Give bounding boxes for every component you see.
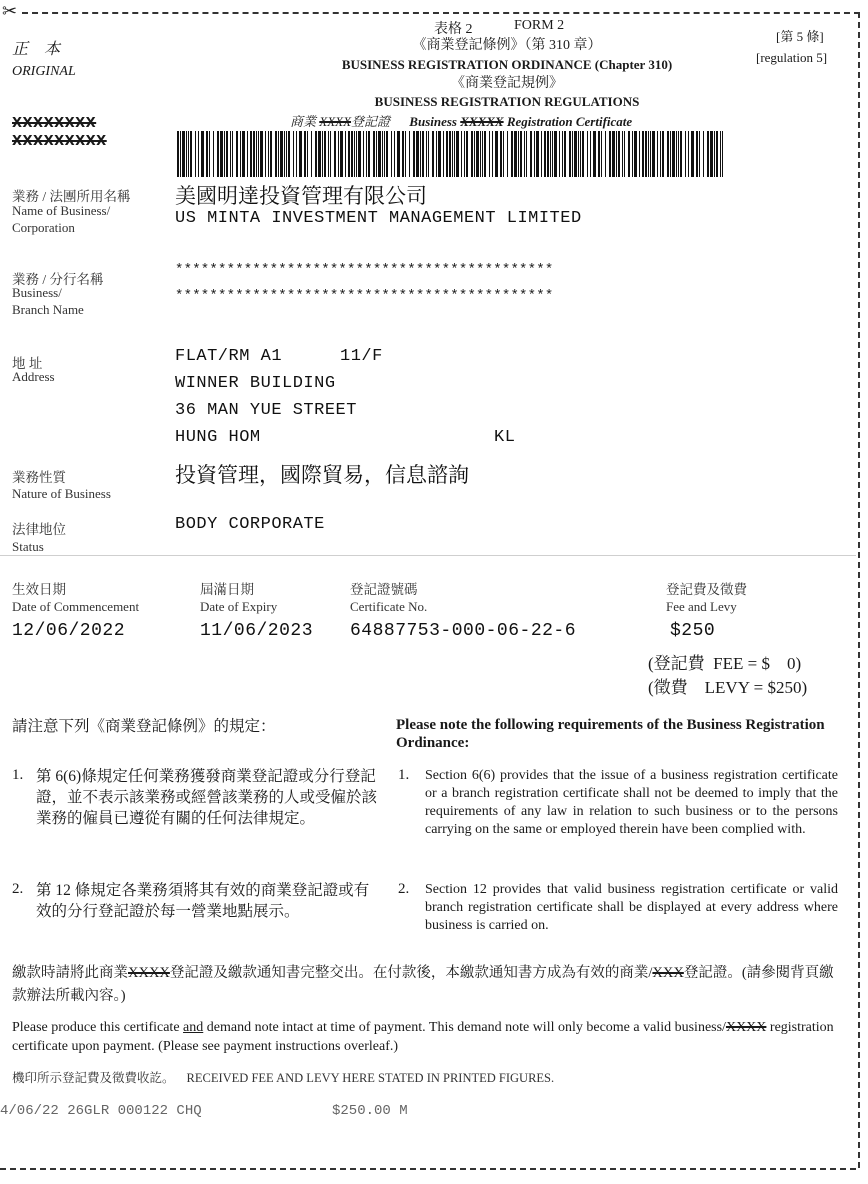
payment-instructions-en: Please produce this certificate and demand note intact at time of payment. This demand note will only become a valid business/XXXX registration certificate upon payment. (Please see payment instructions overleaf.) bbox=[12, 1020, 834, 1054]
barcode-bar bbox=[605, 131, 606, 177]
cut-line-right bbox=[858, 12, 860, 1168]
address-line-1: FLAT/RM A1 11/F bbox=[175, 347, 383, 366]
regulation-ref-en: [regulation 5] bbox=[756, 50, 828, 65]
note-1-number-zh: 1. bbox=[12, 767, 24, 783]
barcode-bar bbox=[348, 131, 350, 177]
barcode-bar bbox=[703, 131, 704, 177]
note-2-number-zh: 2. bbox=[12, 881, 24, 897]
barcode-bar bbox=[409, 131, 410, 177]
barcode-bar bbox=[454, 131, 455, 177]
barcode-bar bbox=[624, 131, 625, 177]
note-1-en: Section 6(6) provides that the issue of a business registration certificate or a branch registration certificate shall not be deemed to imply that the requirements of any law in relation to such business or to the persons carrying on the same or employed therein have been complied with. bbox=[425, 768, 838, 837]
barcode-bar bbox=[296, 131, 297, 177]
barcode-bar bbox=[354, 131, 355, 177]
barcode-bar bbox=[373, 131, 375, 177]
barcode-bar bbox=[315, 131, 317, 177]
barcode-bar bbox=[242, 131, 245, 177]
barcode-bar bbox=[356, 131, 357, 177]
barcode-bar bbox=[220, 131, 223, 177]
barcode-bar bbox=[258, 131, 259, 177]
barcode-bar bbox=[680, 131, 682, 177]
barcode-bar bbox=[288, 131, 290, 177]
barcode-bar bbox=[432, 131, 434, 177]
ordinance-title-en: BUSINESS REGISTRATION ORDINANCE (Chapter 310) bbox=[341, 57, 673, 72]
barcode-bar bbox=[492, 131, 493, 177]
barcode-bar bbox=[209, 131, 210, 177]
cert-no-label-en: Certificate No. bbox=[350, 599, 428, 614]
barcode-bar bbox=[384, 131, 385, 177]
branch-name-line-1: ******************************************** bbox=[175, 262, 554, 278]
barcode-bar bbox=[394, 131, 395, 177]
barcode-bar bbox=[652, 131, 655, 177]
barcode-bar bbox=[428, 131, 429, 177]
barcode-bar bbox=[318, 131, 321, 177]
barcode-bar bbox=[632, 131, 633, 177]
barcode-bar bbox=[391, 131, 392, 177]
barcode-bar bbox=[240, 131, 241, 177]
barcode-bar bbox=[612, 131, 615, 177]
barcode-bar bbox=[250, 131, 252, 177]
barcode-bar bbox=[699, 131, 700, 177]
barcode-bar bbox=[188, 131, 189, 177]
barcode-bar bbox=[476, 131, 479, 177]
redacted-code-1: XXXXXXXX bbox=[12, 116, 97, 131]
barcode-bar bbox=[299, 131, 302, 177]
barcode-bar bbox=[334, 131, 336, 177]
barcode-bar bbox=[217, 131, 219, 177]
payment-stamp-amount: $250.00 M bbox=[332, 1103, 408, 1119]
barcode-bar bbox=[461, 131, 462, 177]
barcode-bar bbox=[550, 131, 551, 177]
barcode-bar bbox=[482, 131, 483, 177]
fee-amount: $250 bbox=[670, 621, 716, 641]
barcode-bar bbox=[474, 131, 475, 177]
barcode-bar bbox=[402, 131, 404, 177]
barcode-bar bbox=[182, 131, 185, 177]
barcode-bar bbox=[660, 131, 661, 177]
barcode-bar bbox=[554, 131, 557, 177]
note-2-number-en: 2. bbox=[398, 881, 410, 897]
address-line-4b: KL bbox=[494, 428, 516, 447]
barcode-bar bbox=[500, 131, 502, 177]
branch-name-line-2: ******************************************** bbox=[175, 288, 554, 304]
note-2-zh: 第 12 條規定各業務須將其有效的商業登記證或有效的分行登記證於每一營業地點展示。 bbox=[36, 882, 370, 920]
barcode-bar bbox=[520, 131, 522, 177]
name-label-en-1: Name of Business/ bbox=[12, 203, 111, 218]
barcode-bar bbox=[420, 131, 421, 177]
barcode-bar bbox=[518, 131, 519, 177]
barcode-bar bbox=[213, 131, 214, 177]
barcode-bar bbox=[648, 131, 649, 177]
barcode-bar bbox=[639, 131, 640, 177]
barcode-bar bbox=[322, 131, 323, 177]
barcode-bar bbox=[672, 131, 675, 177]
barcode-bar bbox=[378, 131, 381, 177]
business-name-en: US MINTA INVESTMENT MANAGEMENT LIMITED bbox=[175, 209, 582, 228]
barcode-bar bbox=[562, 131, 563, 177]
barcode-bar bbox=[206, 131, 208, 177]
name-label-zh: 業務 / 法團所用名稱 bbox=[12, 189, 131, 204]
barcode-bar bbox=[413, 131, 415, 177]
barcode-bar bbox=[195, 131, 196, 177]
barcode-bar bbox=[593, 131, 596, 177]
barcode-bar bbox=[642, 131, 644, 177]
barcode-bar bbox=[495, 131, 498, 177]
expiry-label-zh: 屆滿日期 bbox=[200, 582, 254, 597]
barcode-bar bbox=[650, 131, 651, 177]
barcode-bar bbox=[438, 131, 441, 177]
address-label-en: Address bbox=[12, 369, 55, 384]
barcode-bar bbox=[544, 131, 546, 177]
regulations-title-zh: 《商業登記規例》 bbox=[451, 76, 563, 91]
barcode-bar bbox=[397, 131, 400, 177]
barcode-bar bbox=[443, 131, 444, 177]
expiry-date: 11/06/2023 bbox=[200, 621, 314, 641]
status-label-en: Status bbox=[12, 539, 44, 554]
barcode-bar bbox=[657, 131, 658, 177]
barcode-bar bbox=[226, 131, 228, 177]
commencement-label-zh: 生效日期 bbox=[12, 582, 66, 597]
barcode-bar bbox=[456, 131, 459, 177]
fee-breakdown: (登記費 FEE = $ 0) bbox=[648, 654, 802, 673]
barcode-bar bbox=[616, 131, 617, 177]
note-2-en: Section 12 provides that valid business registration certificate or valid branch registration certificate shall be displayed at every address where business is carried on. bbox=[425, 882, 838, 933]
barcode-bar bbox=[177, 131, 179, 177]
barcode-bar bbox=[284, 131, 285, 177]
original-label-en: ORIGINAL bbox=[12, 64, 76, 79]
barcode-bar bbox=[559, 131, 560, 177]
barcode-bar bbox=[552, 131, 553, 177]
barcode-bar bbox=[368, 131, 370, 177]
redacted-code-2: XXXXXXXXX bbox=[12, 134, 107, 149]
notes-heading-en: Please note the following requirements of the Business Registration Ordinance: bbox=[396, 717, 825, 751]
barcode-bar bbox=[232, 131, 233, 177]
barcode-bar bbox=[480, 131, 481, 177]
nature-label-en: Nature of Business bbox=[12, 486, 111, 501]
barcode-bar bbox=[489, 131, 490, 177]
barcode-bar bbox=[716, 131, 718, 177]
original-label-zh: 正 本 bbox=[12, 41, 61, 58]
barcode-bar bbox=[340, 131, 343, 177]
barcode-bar bbox=[180, 131, 181, 177]
scissors-icon: ✂ bbox=[2, 1, 18, 21]
barcode-bar bbox=[247, 131, 248, 177]
barcode-bar bbox=[720, 131, 721, 177]
business-name-zh: 美國明達投資管理有限公司 bbox=[175, 184, 427, 208]
barcode-bar bbox=[363, 131, 364, 177]
barcode-bar bbox=[580, 131, 581, 177]
barcode-bar bbox=[696, 131, 698, 177]
barcode bbox=[177, 131, 726, 177]
barcode-bar bbox=[265, 131, 266, 177]
barcode-bar bbox=[304, 131, 306, 177]
notes-heading-zh: 請注意下列《商業登記條例》的規定： bbox=[12, 718, 276, 735]
barcode-bar bbox=[358, 131, 361, 177]
certificate-number: 64887753-000-06-22-6 bbox=[350, 621, 577, 641]
barcode-bar bbox=[224, 131, 225, 177]
branch-label-en-1: Business/ bbox=[12, 285, 62, 300]
received-note: 機印所示登記費及徵費收訖。 RECEIVED FEE AND LEVY HERE STATED IN PRINTED FIGURES. bbox=[12, 1071, 555, 1085]
note-1-number-en: 1. bbox=[398, 767, 410, 783]
barcode-bar bbox=[564, 131, 566, 177]
barcode-bar bbox=[547, 131, 549, 177]
barcode-bar bbox=[609, 131, 611, 177]
regulations-title-en: BUSINESS REGISTRATION REGULATIONS bbox=[374, 94, 640, 109]
barcode-bar bbox=[230, 131, 231, 177]
barcode-bar bbox=[507, 131, 508, 177]
barcode-bar bbox=[351, 131, 353, 177]
address-line-3: 36 MAN YUE STREET bbox=[175, 401, 357, 420]
barcode-bar bbox=[280, 131, 283, 177]
barcode-bar bbox=[530, 131, 532, 177]
barcode-bar bbox=[503, 131, 504, 177]
barcode-bar bbox=[446, 131, 448, 177]
barcode-bar bbox=[464, 131, 465, 177]
barcode-bar bbox=[601, 131, 602, 177]
barcode-bar bbox=[685, 131, 686, 177]
cert-no-label-zh: 登記證號碼 bbox=[350, 582, 418, 597]
barcode-bar bbox=[198, 131, 199, 177]
barcode-bar bbox=[536, 131, 539, 177]
barcode-bar bbox=[260, 131, 263, 177]
barcode-bar bbox=[670, 131, 671, 177]
barcode-bar bbox=[330, 131, 331, 177]
barcode-bar bbox=[436, 131, 437, 177]
barcode-bar bbox=[511, 131, 513, 177]
barcode-bar bbox=[275, 131, 277, 177]
fee-label-zh: 登記費及徵費 bbox=[666, 582, 747, 597]
barcode-bar bbox=[645, 131, 647, 177]
barcode-bar bbox=[590, 131, 591, 177]
barcode-bar bbox=[426, 131, 427, 177]
cut-line-bottom bbox=[0, 1168, 856, 1170]
barcode-bar bbox=[678, 131, 679, 177]
barcode-bar bbox=[466, 131, 468, 177]
barcode-bar bbox=[722, 131, 723, 177]
barcode-bar bbox=[628, 131, 630, 177]
barcode-bar bbox=[452, 131, 453, 177]
barcode-bar bbox=[662, 131, 664, 177]
payment-instructions-zh: 繳款時請將此商業XXXX登記證及繳款通知書完整交出。在付款後，本繳款通知書方成為有效的商業/XXX登記證。(請參閱背頁繳款辦法所載內容。) bbox=[12, 965, 834, 1004]
legal-status: BODY CORPORATE bbox=[175, 515, 325, 534]
barcode-bar bbox=[587, 131, 588, 177]
divider bbox=[0, 555, 856, 556]
status-label-zh: 法律地位 bbox=[12, 522, 66, 537]
barcode-bar bbox=[324, 131, 326, 177]
barcode-bar bbox=[382, 131, 383, 177]
fee-label-en: Fee and Levy bbox=[666, 599, 737, 614]
barcode-bar bbox=[186, 131, 187, 177]
barcode-bar bbox=[484, 131, 486, 177]
barcode-bar bbox=[293, 131, 294, 177]
barcode-bar bbox=[676, 131, 677, 177]
barcode-bar bbox=[707, 131, 709, 177]
certificate-title: 商業 XXXX登記證 Business XXXXX Registration Certificate bbox=[290, 114, 633, 129]
barcode-bar bbox=[688, 131, 689, 177]
barcode-bar bbox=[449, 131, 451, 177]
barcode-bar bbox=[286, 131, 287, 177]
barcode-bar bbox=[386, 131, 388, 177]
barcode-bar bbox=[569, 131, 571, 177]
barcode-bar bbox=[236, 131, 238, 177]
barcode-bar bbox=[338, 131, 339, 177]
note-1-zh: 第 6(6)條規定任何業務獲發商業登記證或分行登記證，並不表示該業務或經營該業務的人或受僱於該業務的僱員已遵從有關的任何法律規定。 bbox=[36, 768, 378, 827]
barcode-bar bbox=[667, 131, 669, 177]
barcode-bar bbox=[201, 131, 204, 177]
expiry-label-en: Date of Expiry bbox=[200, 599, 278, 614]
barcode-bar bbox=[256, 131, 257, 177]
barcode-bar bbox=[345, 131, 346, 177]
barcode-bar bbox=[471, 131, 473, 177]
barcode-bar bbox=[405, 131, 406, 177]
commencement-date: 12/06/2022 bbox=[12, 621, 126, 641]
barcode-bar bbox=[514, 131, 517, 177]
barcode-bar bbox=[524, 131, 525, 177]
barcode-bar bbox=[618, 131, 620, 177]
barcode-bar bbox=[268, 131, 269, 177]
barcode-bar bbox=[422, 131, 424, 177]
barcode-bar bbox=[278, 131, 279, 177]
barcode-bar bbox=[691, 131, 694, 177]
levy-breakdown: (徵費 LEVY = $250) bbox=[648, 678, 808, 697]
barcode-bar bbox=[253, 131, 255, 177]
regulation-ref-zh: [第 5 條] bbox=[776, 29, 824, 44]
barcode-bar bbox=[416, 131, 419, 177]
barcode-bar bbox=[534, 131, 535, 177]
barcode-bar bbox=[307, 131, 308, 177]
barcode-bar bbox=[714, 131, 715, 177]
barcode-bar bbox=[366, 131, 367, 177]
branch-label-en-2: Branch Name bbox=[12, 302, 84, 317]
barcode-bar bbox=[270, 131, 272, 177]
barcode-bar bbox=[578, 131, 579, 177]
form-number-zh: 表格 2 bbox=[434, 22, 473, 37]
barcode-bar bbox=[328, 131, 329, 177]
name-label-en-2: Corporation bbox=[12, 220, 75, 235]
address-label-zh: 地 址 bbox=[12, 356, 43, 371]
commencement-label-en: Date of Commencement bbox=[12, 599, 140, 614]
nature-label-zh: 業務性質 bbox=[12, 470, 66, 485]
ordinance-title-zh: 《商業登記條例》（第 310 章） bbox=[412, 38, 602, 53]
payment-stamp: 4/06/22 26GLR 000122 CHQ bbox=[0, 1103, 202, 1119]
address-line-4a: HUNG HOM bbox=[175, 428, 261, 447]
barcode-bar bbox=[572, 131, 573, 177]
cut-line-top bbox=[22, 12, 860, 14]
barcode-bar bbox=[574, 131, 577, 177]
barcode-bar bbox=[622, 131, 623, 177]
address-line-2: WINNER BUILDING bbox=[175, 374, 336, 393]
barcode-bar bbox=[710, 131, 713, 177]
barcode-bar bbox=[634, 131, 637, 177]
barcode-bar bbox=[582, 131, 584, 177]
form-number-en: FORM 2 bbox=[514, 18, 565, 33]
barcode-bar bbox=[311, 131, 312, 177]
barcode-bar bbox=[376, 131, 377, 177]
nature-of-business: 投資管理，國際貿易，信息諮詢 bbox=[175, 463, 469, 487]
branch-label-zh: 業務 / 分行名稱 bbox=[12, 272, 104, 287]
barcode-bar bbox=[190, 131, 192, 177]
barcode-bar bbox=[526, 131, 527, 177]
barcode-bar bbox=[541, 131, 542, 177]
barcode-bar bbox=[598, 131, 600, 177]
